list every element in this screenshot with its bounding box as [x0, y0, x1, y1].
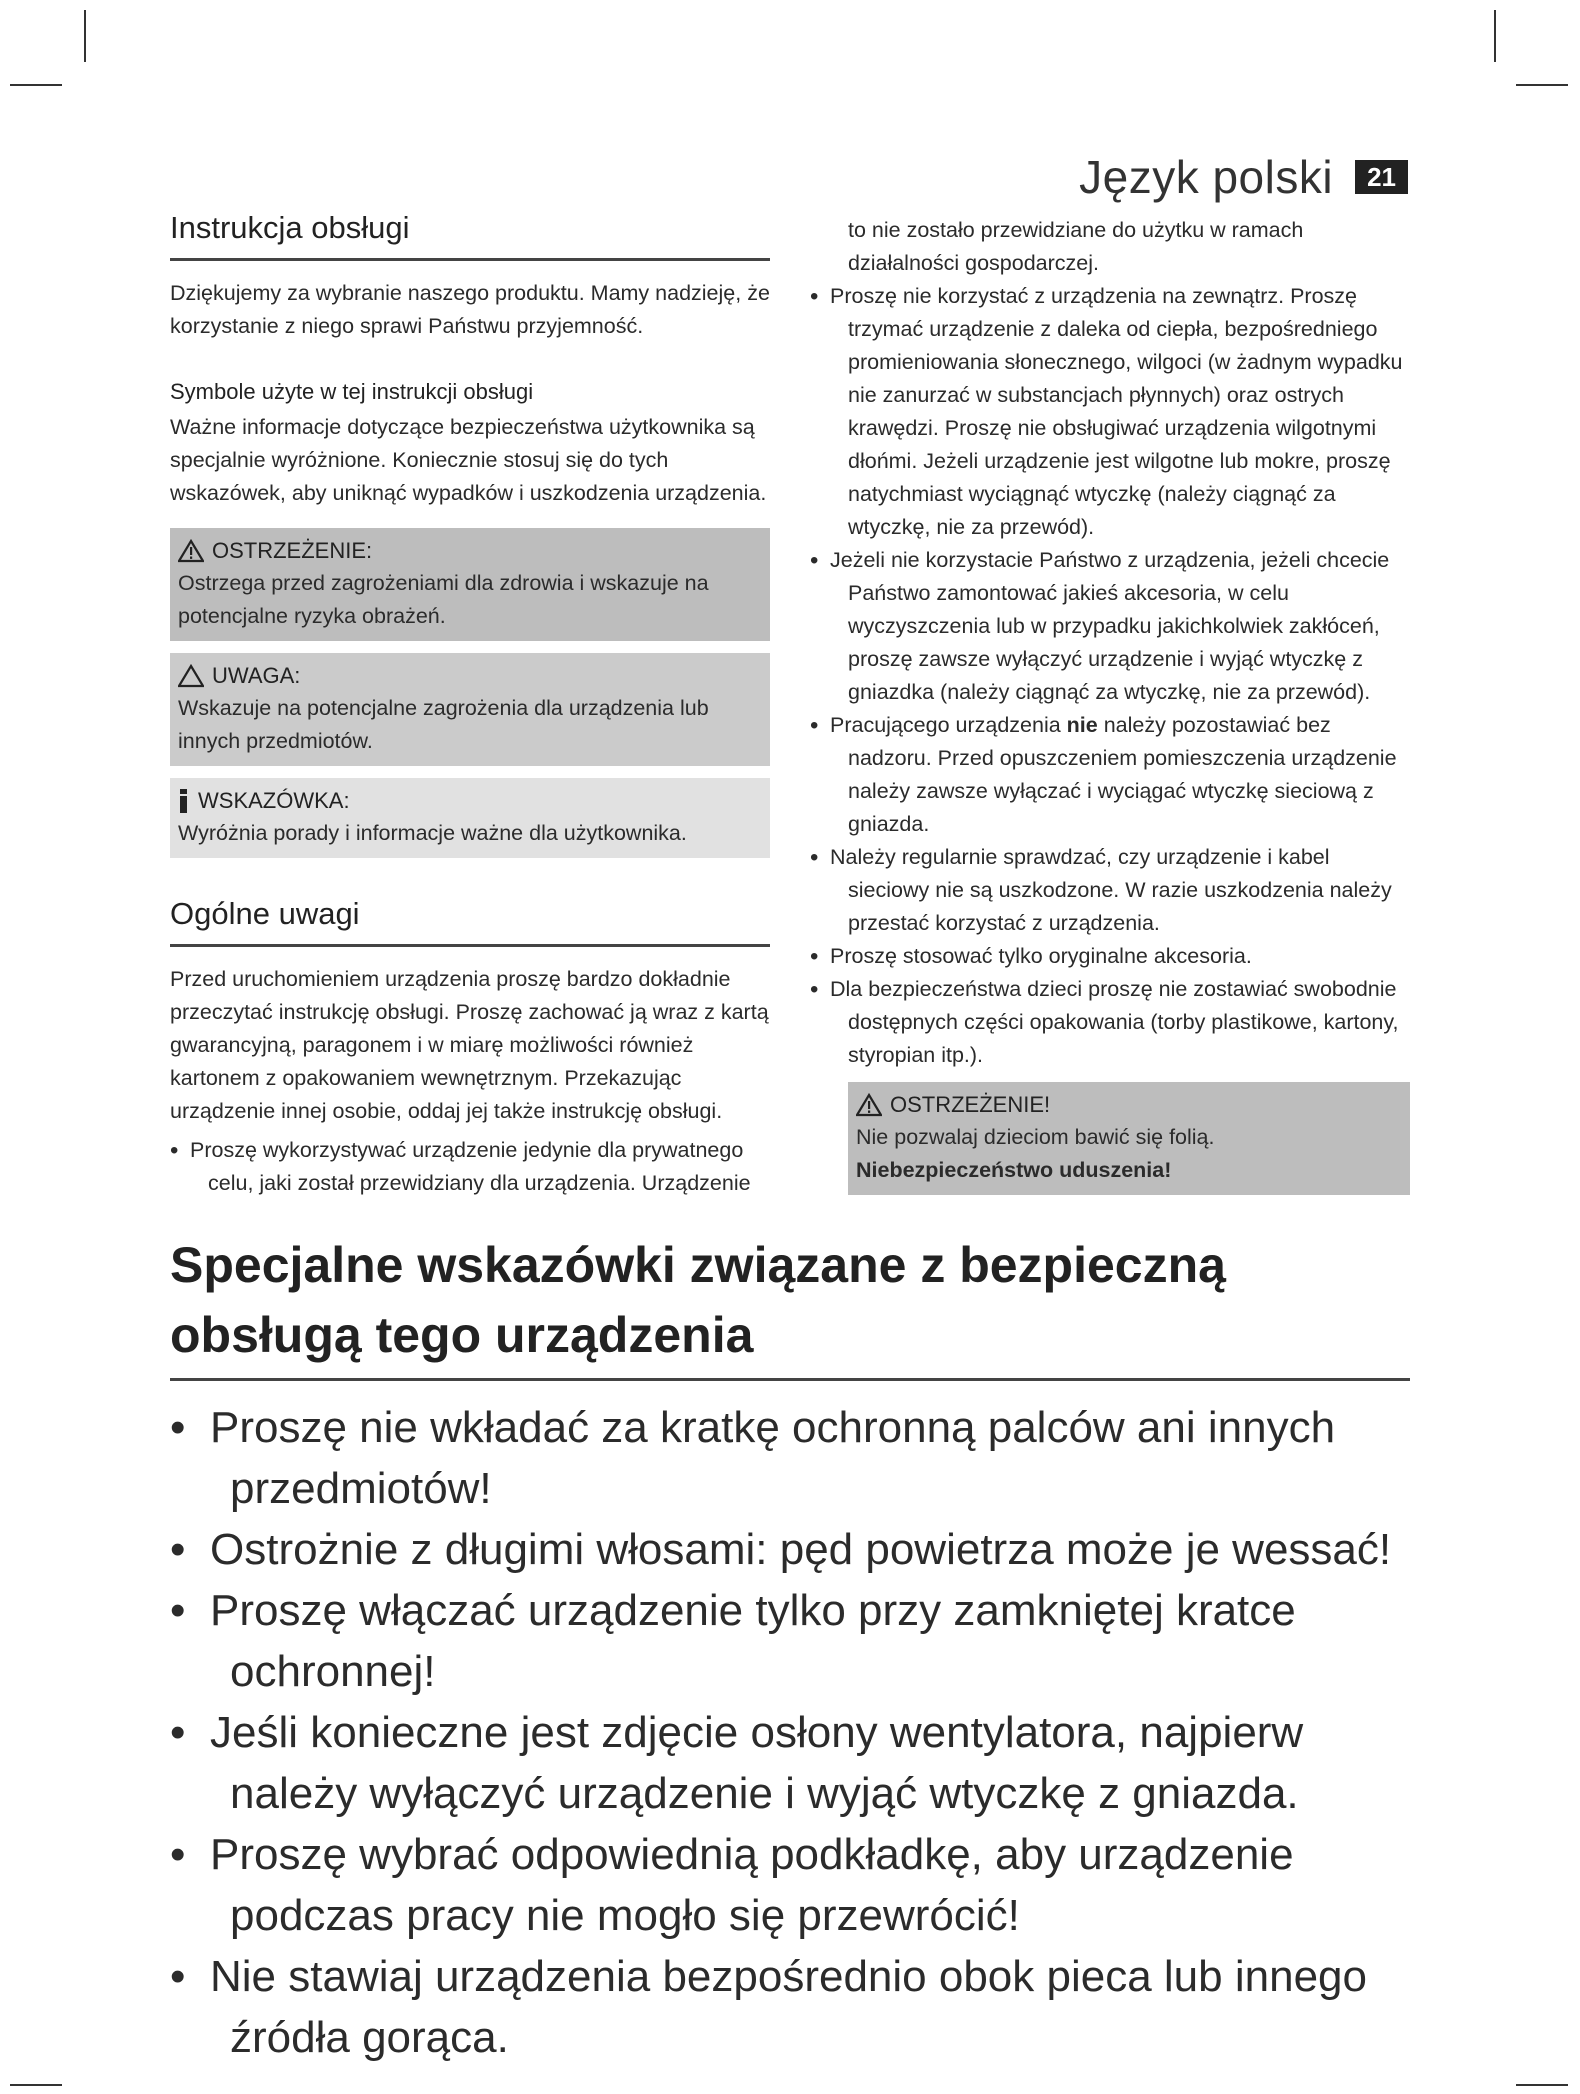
caution-title: UWAGA: [212, 663, 301, 688]
crop-mark-bottom-left-h [10, 2084, 62, 2086]
page-header [1079, 150, 1408, 204]
info-icon [178, 788, 190, 814]
tip-box [170, 778, 770, 858]
crop-mark-bottom-right-h [1516, 2084, 1568, 2086]
child-warning-text [856, 1121, 1402, 1187]
language-title: Język polski [1079, 151, 1334, 203]
list-item: • Dla bezpieczeństwa dzieci proszę nie zostawiać swobodnie dostępnych części opakowania (torby plastikowe, kartony, styropian itp.). [810, 973, 1410, 1072]
left-column [170, 210, 770, 1200]
warning-triangle-icon [856, 1093, 882, 1117]
child-warning-plain: Nie pozwalaj dzieciom bawić się folią. [856, 1125, 1215, 1149]
list-item: • Należy regularnie sprawdzać, czy urządzenie i kabel sieciowy nie są uszkodzone. W razie uszkodzenia należy przestać korzystać z urządzenia. [810, 841, 1410, 940]
unattended-bold-word: nie [1066, 713, 1098, 737]
special-safety-section [170, 1230, 1410, 2068]
list-item: • Jeżeli nie korzystacie Państwo z urządzenia, jeżeli chcecie Państwo zamontować jakieś akcesoria, w celu wyczyszczenia lub w przypadku jakichkolwiek zakłóceń, proszę zawsze wyłączyć urządzenie i wyjąć wtyczkę z gniazdka (należy ciągnąć za wtyczkę, nie za przewód). [810, 544, 1410, 709]
warning-text: Ostrzega przed zagrożeniami dla zdrowia i wskazuje na potencjalne ryzyka obrażeń. [178, 571, 709, 628]
page-number: 21 [1355, 160, 1408, 194]
unattended-text-before: Pracującego urządzenia [830, 713, 1067, 737]
list-item: • Proszę nie korzystać z urządzenia na zewnątrz. Proszę trzymać urządzenie z daleka od ciepła, bezpośredniego promieniowania słonecznego, wilgoci (w żadnym wypadku nie zanurzać w substancjach płynnych) oraz ostrych krawędzi. Proszę nie obsługiwać urządzenia wilgotnymi dłońmi. Jeżeli urządzenie jest wilgotne lub mokre, proszę natychmiast wyciągnąć wtyczkę (należy ciągnąć za wtyczkę, nie za przewód). [810, 280, 1410, 544]
warning-title: OSTRZEŻENIE: [212, 538, 373, 563]
child-warning-bold: Niebezpieczeństwo uduszenia! [856, 1158, 1172, 1182]
general-notes-heading: Ogólne uwagi [170, 896, 770, 947]
caution-text: Wskazuje na potencjalne zagrożenia dla urządzenia lub innych przedmiotów. [178, 696, 709, 753]
list-item: • Proszę wykorzystywać urządzenie jedynie dla prywatnego celu, jaki został przewidziany dla urządzenia. Urządzenie [170, 1134, 770, 1200]
right-bullet-list [810, 280, 1410, 1072]
list-item: • Proszę włączać urządzenie tylko przy zamkniętej kratce ochronnej! [170, 1580, 1410, 1702]
tip-title: WSKAZÓWKA: [198, 788, 350, 813]
crop-mark-top-left-v [84, 10, 86, 62]
tip-text: Wyróżnia porady i informacje ważne dla użytkownika. [178, 821, 687, 845]
symbols-heading: Symbole użyte w tej instrukcji obsługi [170, 379, 534, 404]
list-item [810, 709, 1410, 841]
child-warning-title: OSTRZEŻENIE! [890, 1092, 1051, 1117]
warning-box [170, 528, 770, 641]
crop-mark-top-left-h [10, 84, 62, 86]
list-item: • Jeśli konieczne jest zdjęcie osłony wentylatora, najpierw należy wyłączyć urządzenie i wyjąć wtyczkę z gniazda. [170, 1702, 1410, 1824]
list-item: • Proszę wybrać odpowiednią podkładkę, aby urządzenie podczas pracy nie mogło się przewrócić! [170, 1824, 1410, 1946]
list-item: • Proszę stosować tylko oryginalne akcesoria. [810, 940, 1410, 973]
list-item: • Nie stawiaj urządzenia bezpośrednio obok pieca lub innego źródła gorąca. [170, 1946, 1410, 2068]
special-safety-heading: Specjalne wskazówki związane z bezpieczną obsługą tego urządzenia [170, 1230, 1410, 1381]
warning-triangle-icon [178, 539, 204, 563]
instructions-heading: Instrukcja obsługi [170, 210, 770, 261]
symbols-paragraph: Ważne informacje dotyczące bezpieczeństwa użytkownika są specjalnie wyróżnione. Koniecznie stosuj się do tych wskazówek, aby uniknąć wypadków i uszkodzenia urządzenia. [170, 415, 767, 505]
left-bullet-list [170, 1134, 770, 1200]
general-notes-paragraph: Przed uruchomieniem urządzenia proszę bardzo dokładnie przeczytać instrukcję obsługi. Proszę zachować ją wraz z kartą gwarancyjną, paragonem i w miarę możliwości również kartonem z opakowaniem wewnętrznym. Przekazując urządzenie innej osobie, oddaj jej także instrukcję obsługi. [170, 967, 769, 1123]
right-column [810, 214, 1410, 1195]
continuation-paragraph: to nie zostało przewidziane do użytku w ramach działalności gospodarczej. [848, 218, 1304, 275]
intro-paragraph: Dziękujemy za wybranie naszego produktu. Mamy nadzieję, że korzystanie z niego sprawi Państwu przyjemność. [170, 281, 770, 338]
caution-triangle-icon [178, 664, 204, 688]
crop-mark-top-right-h [1516, 84, 1568, 86]
caution-box [170, 653, 770, 766]
unattended-text-after: należy pozostawiać bez nadzoru. Przed opuszczeniem pomieszczenia urządzenie należy zawsze wyłączać i wyciągać wtyczkę sieciową z gniazda. [848, 713, 1397, 836]
child-warning-box [848, 1082, 1410, 1195]
list-item: • Proszę nie wkładać za kratkę ochronną palców ani innych przedmiotów! [170, 1397, 1410, 1519]
crop-mark-top-right-v [1494, 10, 1496, 62]
list-item: • Ostrożnie z długimi włosami: pęd powietrza może je wessać! [170, 1519, 1410, 1580]
special-safety-list [170, 1397, 1410, 2068]
